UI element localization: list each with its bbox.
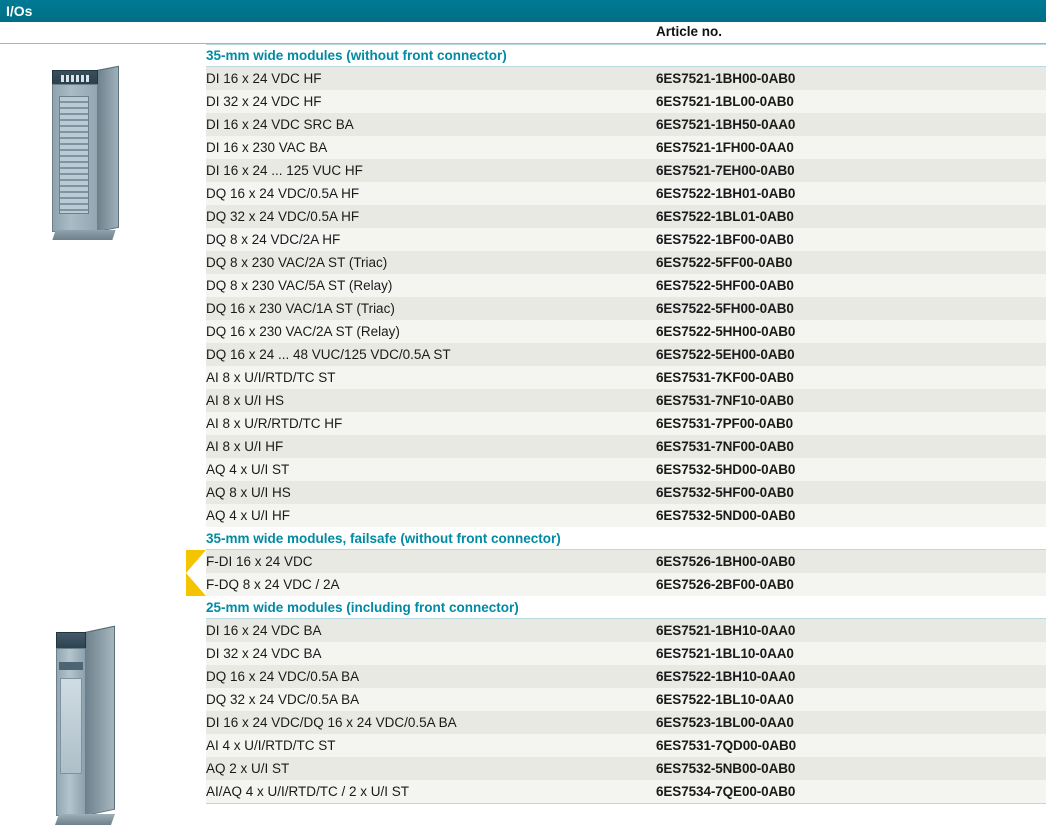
article-number: 6ES7521-1BH50-0AA0 xyxy=(656,117,796,132)
module-name: AI 8 x U/I HF xyxy=(206,439,284,454)
table-row[interactable] xyxy=(0,481,1046,504)
failsafe-marker-icon xyxy=(186,550,206,573)
row-background xyxy=(206,619,1046,642)
row-background xyxy=(206,642,1046,665)
row-background xyxy=(206,67,1046,90)
module-name: DI 16 x 230 VAC BA xyxy=(206,140,328,155)
module-name: F-DQ 8 x 24 VDC / 2A xyxy=(206,577,340,592)
module-name: DQ 16 x 24 VDC/0.5A HF xyxy=(206,186,360,201)
article-number: 6ES7521-1BL00-0AB0 xyxy=(656,94,794,109)
article-number: 6ES7531-7NF10-0AB0 xyxy=(656,393,794,408)
module-name: AQ 2 x U/I ST xyxy=(206,761,290,776)
module-name: AQ 8 x U/I HS xyxy=(206,485,291,500)
section-header-label: 35-mm wide modules (without front connector) xyxy=(206,48,507,63)
article-number: 6ES7532-5HF00-0AB0 xyxy=(656,485,794,500)
table-row[interactable] xyxy=(0,619,1046,642)
module-name: DQ 32 x 24 VDC/0.5A HF xyxy=(206,209,360,224)
article-number: 6ES7526-1BH00-0AB0 xyxy=(656,554,796,569)
article-number: 6ES7522-5FH00-0AB0 xyxy=(656,301,794,316)
article-number: 6ES7522-5EH00-0AB0 xyxy=(656,347,795,362)
article-number: 6ES7522-1BL01-0AB0 xyxy=(656,209,794,224)
article-number: 6ES7534-7QE00-0AB0 xyxy=(656,784,796,799)
article-number: 6ES7532-5ND00-0AB0 xyxy=(656,508,796,523)
row-background xyxy=(206,136,1046,159)
table-row[interactable] xyxy=(0,159,1046,182)
row-background xyxy=(206,504,1046,527)
table-row[interactable] xyxy=(0,182,1046,205)
module-name: AI 8 x U/I/RTD/TC ST xyxy=(206,370,336,385)
table-row[interactable] xyxy=(0,504,1046,527)
row-background xyxy=(206,389,1046,412)
table-row[interactable] xyxy=(0,734,1046,757)
row-background xyxy=(206,550,1046,573)
article-number: 6ES7521-1FH00-0AA0 xyxy=(656,140,794,155)
table-row[interactable] xyxy=(0,228,1046,251)
row-background xyxy=(206,435,1046,458)
module-name: AI/AQ 4 x U/I/RTD/TC / 2 x U/I ST xyxy=(206,784,410,799)
module-name: DI 32 x 24 VDC BA xyxy=(206,646,322,661)
article-number: 6ES7522-5FF00-0AB0 xyxy=(656,255,793,270)
article-number: 6ES7521-7EH00-0AB0 xyxy=(656,163,795,178)
section-header xyxy=(0,596,1046,619)
article-number: 6ES7532-5NB00-0AB0 xyxy=(656,761,796,776)
table-row[interactable] xyxy=(0,205,1046,228)
table-row[interactable] xyxy=(0,435,1046,458)
section-header xyxy=(0,527,1046,550)
table-row[interactable] xyxy=(0,412,1046,435)
article-number: 6ES7522-1BL10-0AA0 xyxy=(656,692,794,707)
table-row[interactable] xyxy=(0,642,1046,665)
table-bottom-rule xyxy=(206,803,1046,804)
module-base xyxy=(55,814,115,825)
article-number: 6ES7522-1BH10-0AA0 xyxy=(656,669,796,684)
table-row[interactable] xyxy=(0,711,1046,734)
table-row[interactable] xyxy=(0,389,1046,412)
module-name: DI 16 x 24 VDC BA xyxy=(206,623,322,638)
article-number: 6ES7532-5HD00-0AB0 xyxy=(656,462,796,477)
module-name: DI 16 x 24 VDC SRC BA xyxy=(206,117,354,132)
column-header-row xyxy=(0,22,1046,44)
table-row[interactable] xyxy=(0,757,1046,780)
table-row[interactable] xyxy=(0,136,1046,159)
module-name: DI 16 x 24 ... 125 VUC HF xyxy=(206,163,363,178)
row-background xyxy=(206,757,1046,780)
table-row[interactable] xyxy=(0,665,1046,688)
row-background xyxy=(206,481,1046,504)
article-number: 6ES7531-7KF00-0AB0 xyxy=(656,370,794,385)
table-row[interactable] xyxy=(0,550,1046,573)
article-number: 6ES7526-2BF00-0AB0 xyxy=(656,577,794,592)
module-name: DQ 8 x 24 VDC/2A HF xyxy=(206,232,341,247)
module-name: DQ 16 x 230 VAC/2A ST (Relay) xyxy=(206,324,400,339)
article-number: 6ES7531-7PF00-0AB0 xyxy=(656,416,794,431)
table-row[interactable] xyxy=(0,67,1046,90)
module-name: AI 8 x U/I HS xyxy=(206,393,285,408)
article-number: 6ES7522-1BF00-0AB0 xyxy=(656,232,794,247)
module-name: AI 8 x U/R/RTD/TC HF xyxy=(206,416,343,431)
module-name: AI 4 x U/I/RTD/TC ST xyxy=(206,738,336,753)
table-row[interactable] xyxy=(0,113,1046,136)
table-row[interactable] xyxy=(0,297,1046,320)
module-name: DI 16 x 24 VDC HF xyxy=(206,71,322,86)
table-row[interactable] xyxy=(0,251,1046,274)
table-row[interactable] xyxy=(0,366,1046,389)
module-name: F-DI 16 x 24 VDC xyxy=(206,554,313,569)
module-name: DI 32 x 24 VDC HF xyxy=(206,94,322,109)
table-row[interactable] xyxy=(0,320,1046,343)
table-row[interactable] xyxy=(0,343,1046,366)
column-header-article-no: Article no. xyxy=(656,24,723,39)
section-header-label: 35-mm wide modules, failsafe (without front connector) xyxy=(206,531,561,546)
table-row[interactable] xyxy=(0,688,1046,711)
module-name: DQ 16 x 230 VAC/1A ST (Triac) xyxy=(206,301,395,316)
article-number: 6ES7522-5HH00-0AB0 xyxy=(656,324,796,339)
article-number: 6ES7521-1BH00-0AB0 xyxy=(656,71,796,86)
article-number: 6ES7522-5HF00-0AB0 xyxy=(656,278,794,293)
article-number: 6ES7522-1BH01-0AB0 xyxy=(656,186,796,201)
table-row[interactable] xyxy=(0,274,1046,297)
section-header-label: 25-mm wide modules (including front connector) xyxy=(206,600,519,615)
module-name: DI 16 x 24 VDC/DQ 16 x 24 VDC/0.5A BA xyxy=(206,715,457,730)
section-header xyxy=(0,44,1046,67)
row-background xyxy=(206,90,1046,113)
page-title: I/Os xyxy=(0,0,1046,22)
article-number: 6ES7531-7QD00-0AB0 xyxy=(656,738,797,753)
table-row[interactable] xyxy=(0,458,1046,481)
row-background xyxy=(206,458,1046,481)
article-number: 6ES7531-7NF00-0AB0 xyxy=(656,439,794,454)
module-name: DQ 16 x 24 VDC/0.5A BA xyxy=(206,669,360,684)
article-number: 6ES7521-1BL10-0AA0 xyxy=(656,646,794,661)
module-name: DQ 8 x 230 VAC/2A ST (Triac) xyxy=(206,255,388,270)
article-number: 6ES7523-1BL00-0AA0 xyxy=(656,715,794,730)
failsafe-marker-icon xyxy=(186,573,206,596)
module-name: AQ 4 x U/I HF xyxy=(206,508,291,523)
io-modules-table xyxy=(0,44,1046,804)
module-name: AQ 4 x U/I ST xyxy=(206,462,290,477)
article-number: 6ES7521-1BH10-0AA0 xyxy=(656,623,796,638)
table-row[interactable] xyxy=(0,90,1046,113)
module-name: DQ 16 x 24 ... 48 VUC/125 VDC/0.5A ST xyxy=(206,347,451,362)
table-row[interactable] xyxy=(0,780,1046,803)
module-name: DQ 32 x 24 VDC/0.5A BA xyxy=(206,692,360,707)
module-name: DQ 8 x 230 VAC/5A ST (Relay) xyxy=(206,278,393,293)
table-row[interactable] xyxy=(0,573,1046,596)
